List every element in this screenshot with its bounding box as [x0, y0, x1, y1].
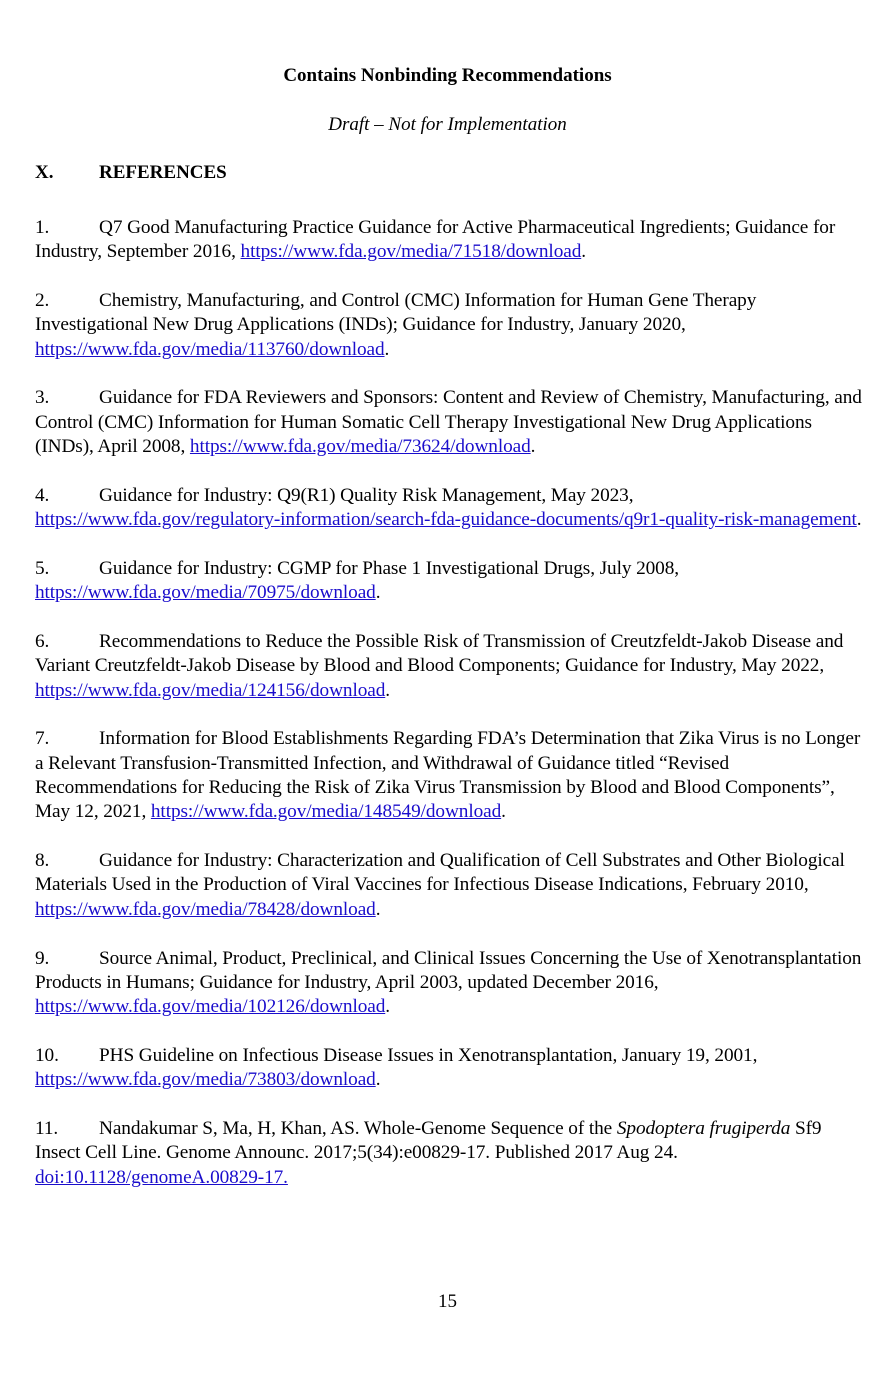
reference-link[interactable]: https://www.fda.gov/media/73624/download — [189, 436, 531, 458]
reference-text: Source Animal, Product, Preclinical, and Clinical Issues Concerning the Use of Xenotransplantation Products in Humans; Guidance for Industry, April 2003, updated December 2016, — [35, 947, 862, 993]
reference-trailing: . — [384, 338, 390, 360]
reference-number: 6. — [35, 631, 50, 653]
reference-number: 3. — [35, 387, 50, 409]
reference-trailing: . — [530, 436, 536, 458]
reference-link[interactable]: https://www.fda.gov/media/124156/download — [35, 679, 386, 701]
reference-item-6 — [35, 630, 865, 703]
reference-link[interactable]: https://www.fda.gov/media/148549/download — [150, 801, 502, 823]
reference-trailing: . — [581, 241, 586, 263]
reference-trailing: . — [385, 996, 390, 1018]
reference-text: Guidance for Industry: Q9(R1) Quality Risk Management, May 2023, — [99, 484, 634, 506]
reference-link[interactable]: https://www.fda.gov/regulatory-information/search-fda-guidance-documents/q9r1-quality-risk-management — [35, 509, 857, 531]
reference-number: 2. — [35, 290, 50, 312]
reference-text: Information for Blood Establishments Regarding FDA’s Determination that Zika Virus is no Longer a Relevant Transfusion-Transmitted Infection, and Withdrawal of Guidance titled “Revised Recommendations for Reducing the Risk of Zika Virus Transmission by Blood and Blood Components”, May 12, 2021, — [35, 728, 861, 823]
header-subtitle: Draft – Not for Implementation — [328, 114, 567, 135]
reference-text: Nandakumar S, Ma, H, Khan, AS. Whole-Genome Sequence of the — [99, 1118, 617, 1140]
reference-link[interactable]: https://www.fda.gov/media/71518/download — [240, 241, 582, 263]
reference-item-4 — [35, 484, 865, 533]
reference-text: Recommendations to Reduce the Possible Risk of Transmission of Creutzfeldt-Jakob Disease and Variant Creutzfeldt-Jakob Disease by Blood and Blood Components; Guidance for Industry, May 2022, — [35, 631, 844, 677]
reference-trailing: . — [375, 1069, 381, 1091]
reference-text: Q7 Good Manufacturing Practice Guidance for Active Pharmaceutical Ingredients; Guidance for Industry, September 2016, — [35, 217, 836, 263]
section-number: X. — [35, 162, 54, 183]
reference-text: PHS Guideline on Infectious Disease Issues in Xenotransplantation, January 19, 2001, — [99, 1044, 758, 1066]
reference-item-7 — [35, 727, 865, 824]
reference-link[interactable]: https://www.fda.gov/media/70975/download — [35, 582, 376, 604]
reference-trailing: . — [375, 898, 381, 920]
header-title: Contains Nonbinding Recommendations — [283, 65, 612, 86]
reference-number: 11. — [35, 1118, 59, 1140]
reference-link[interactable]: https://www.fda.gov/media/73803/download — [35, 1069, 376, 1091]
section-title: REFERENCES — [99, 162, 227, 183]
reference-text-continued: Sf9 Insect Cell Line. Genome Announc. 2017;5(34):e00829-17. Published 2017 Aug 24. — [35, 1118, 822, 1164]
reference-number: 7. — [35, 728, 50, 750]
reference-trailing: . — [385, 679, 390, 701]
reference-species-name: Spodoptera frugiperda — [616, 1118, 791, 1140]
reference-item-11 — [35, 1117, 865, 1190]
reference-number: 9. — [35, 947, 50, 969]
reference-trailing: . — [375, 582, 381, 604]
reference-text: Chemistry, Manufacturing, and Control (CMC) Information for Human Gene Therapy Investigational New Drug Applications (INDs); Guidance for Industry, January 2020, — [35, 290, 757, 336]
reference-item-9 — [35, 947, 865, 1020]
reference-item-1 — [35, 216, 865, 265]
reference-link[interactable]: https://www.fda.gov/media/78428/download — [35, 898, 376, 920]
reference-item-2 — [35, 289, 865, 362]
reference-number: 8. — [35, 850, 50, 872]
reference-number: 4. — [35, 484, 50, 506]
reference-text: Guidance for Industry: CGMP for Phase 1 Investigational Drugs, July 2008, — [99, 557, 679, 579]
reference-item-8 — [35, 849, 865, 922]
reference-item-5 — [35, 557, 865, 606]
page-number: 15 — [438, 1291, 457, 1312]
reference-doi-link[interactable]: doi:10.1128/genomeA.00829-17. — [35, 1166, 288, 1188]
reference-link[interactable]: https://www.fda.gov/media/102126/download — [35, 996, 386, 1018]
reference-text: Guidance for Industry: Characterization and Qualification of Cell Substrates and Other Biological Materials Used in the Production of Viral Vaccines for Infectious Disease Indications, February 2010, — [35, 850, 845, 896]
references-list — [35, 216, 865, 1214]
reference-link[interactable]: https://www.fda.gov/media/113760/download — [35, 338, 385, 360]
reference-trailing: . — [501, 801, 506, 823]
section-heading — [35, 161, 227, 185]
reference-text: Guidance for FDA Reviewers and Sponsors: Content and Review of Chemistry, Manufacturing, and Control (CMC) Information for Human Somatic Cell Therapy Investigational New Drug Applications (INDs), April 2008, — [35, 387, 862, 458]
reference-number: 5. — [35, 557, 50, 579]
reference-number: 1. — [35, 217, 50, 238]
reference-item-3 — [35, 386, 865, 459]
reference-number: 10. — [35, 1044, 59, 1066]
reference-trailing: . — [856, 509, 862, 531]
reference-item-10 — [35, 1044, 865, 1093]
